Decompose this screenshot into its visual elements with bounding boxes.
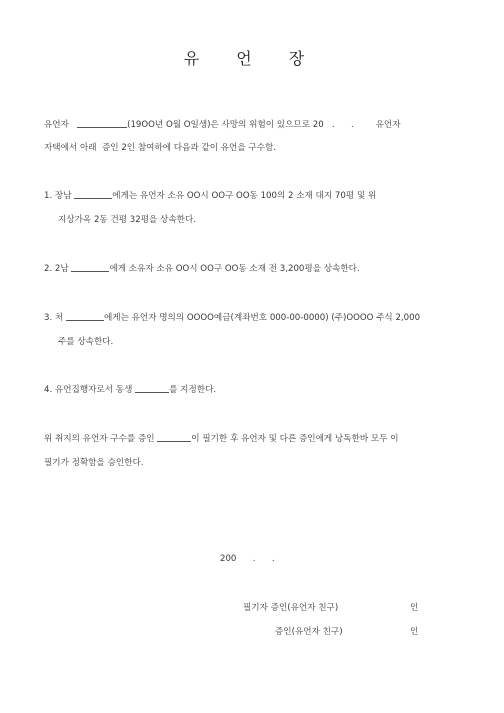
item-3-blank [66, 311, 104, 321]
item-3-line-1 [44, 311, 420, 323]
item-2-line [44, 262, 360, 274]
item-4-line [44, 383, 216, 395]
item-2-blank [71, 262, 109, 272]
intro-line-1 [44, 118, 401, 130]
testator-name-blank [77, 118, 127, 128]
item-2-text: 에게 소유자 소유 OO시 OO구 OO동 소재 전 3,200평을 상속한다. [109, 264, 360, 274]
seal-mark-1: 인 [410, 603, 419, 613]
closing-line-1 [44, 432, 399, 444]
intro-dot-2: . [351, 120, 354, 130]
document-title: 유 언 장 [183, 49, 321, 68]
item-1-text: 에게는 유언자 소유 OO시 OO구 OO동 100의 2 소재 대지 70평 및 위 [112, 191, 377, 201]
item-1-label: 1. 장남 [44, 191, 72, 201]
intro-line-2: 자택에서 아래 증인 2인 참여하에 다음과 같이 유언을 구수함. [44, 143, 277, 153]
intro-testator-2: 유언자 [375, 120, 401, 130]
date-dot-2: . [271, 554, 275, 564]
item-3-text: 에게는 유언자 명의의 OOOO예금(계좌번호 000-00-0000) (주)OOOO 주식 2,000 [103, 313, 421, 323]
item-3-label: 3. 처 [44, 313, 64, 323]
document-date [220, 554, 275, 564]
item-1-line-2: 지상가옥 2동 건평 32평을 상속한다. [58, 215, 196, 225]
intro-text-1: (19OO년 O월 O일생)은 사망의 위험이 있으므로 20 [127, 120, 324, 130]
item-4-text: 를 지정한다. [169, 385, 217, 395]
item-2-label: 2. 2남 [44, 264, 69, 274]
closing-text-1: 위 취지의 유언자 구수를 증인 [44, 434, 155, 444]
closing-text-2: 이 필기한 후 유언자 및 다른 증인에게 낭독한바 모두 이 [191, 434, 399, 444]
item-3-line-2: 주를 상속한다. [58, 337, 114, 347]
date-dot-1: . [252, 554, 256, 564]
item-1-line-1 [44, 189, 376, 201]
intro-dot-1: . [331, 120, 335, 130]
seal-mark-2: 인 [410, 627, 419, 637]
signature-label-1: 필기자 증인(유언자 친구) [243, 603, 339, 613]
item-4-label: 4. 유언집행자로서 동생 [44, 385, 133, 395]
testator-label: 유언자 [44, 120, 69, 130]
signature-label-2: 증인(유언자 친구) [275, 627, 343, 637]
witness-blank [157, 432, 191, 442]
date-year: 200 [220, 554, 237, 564]
item-4-blank [135, 383, 169, 393]
closing-line-2: 필기가 정확함을 승인한다. [44, 458, 144, 468]
item-1-blank [74, 189, 112, 199]
